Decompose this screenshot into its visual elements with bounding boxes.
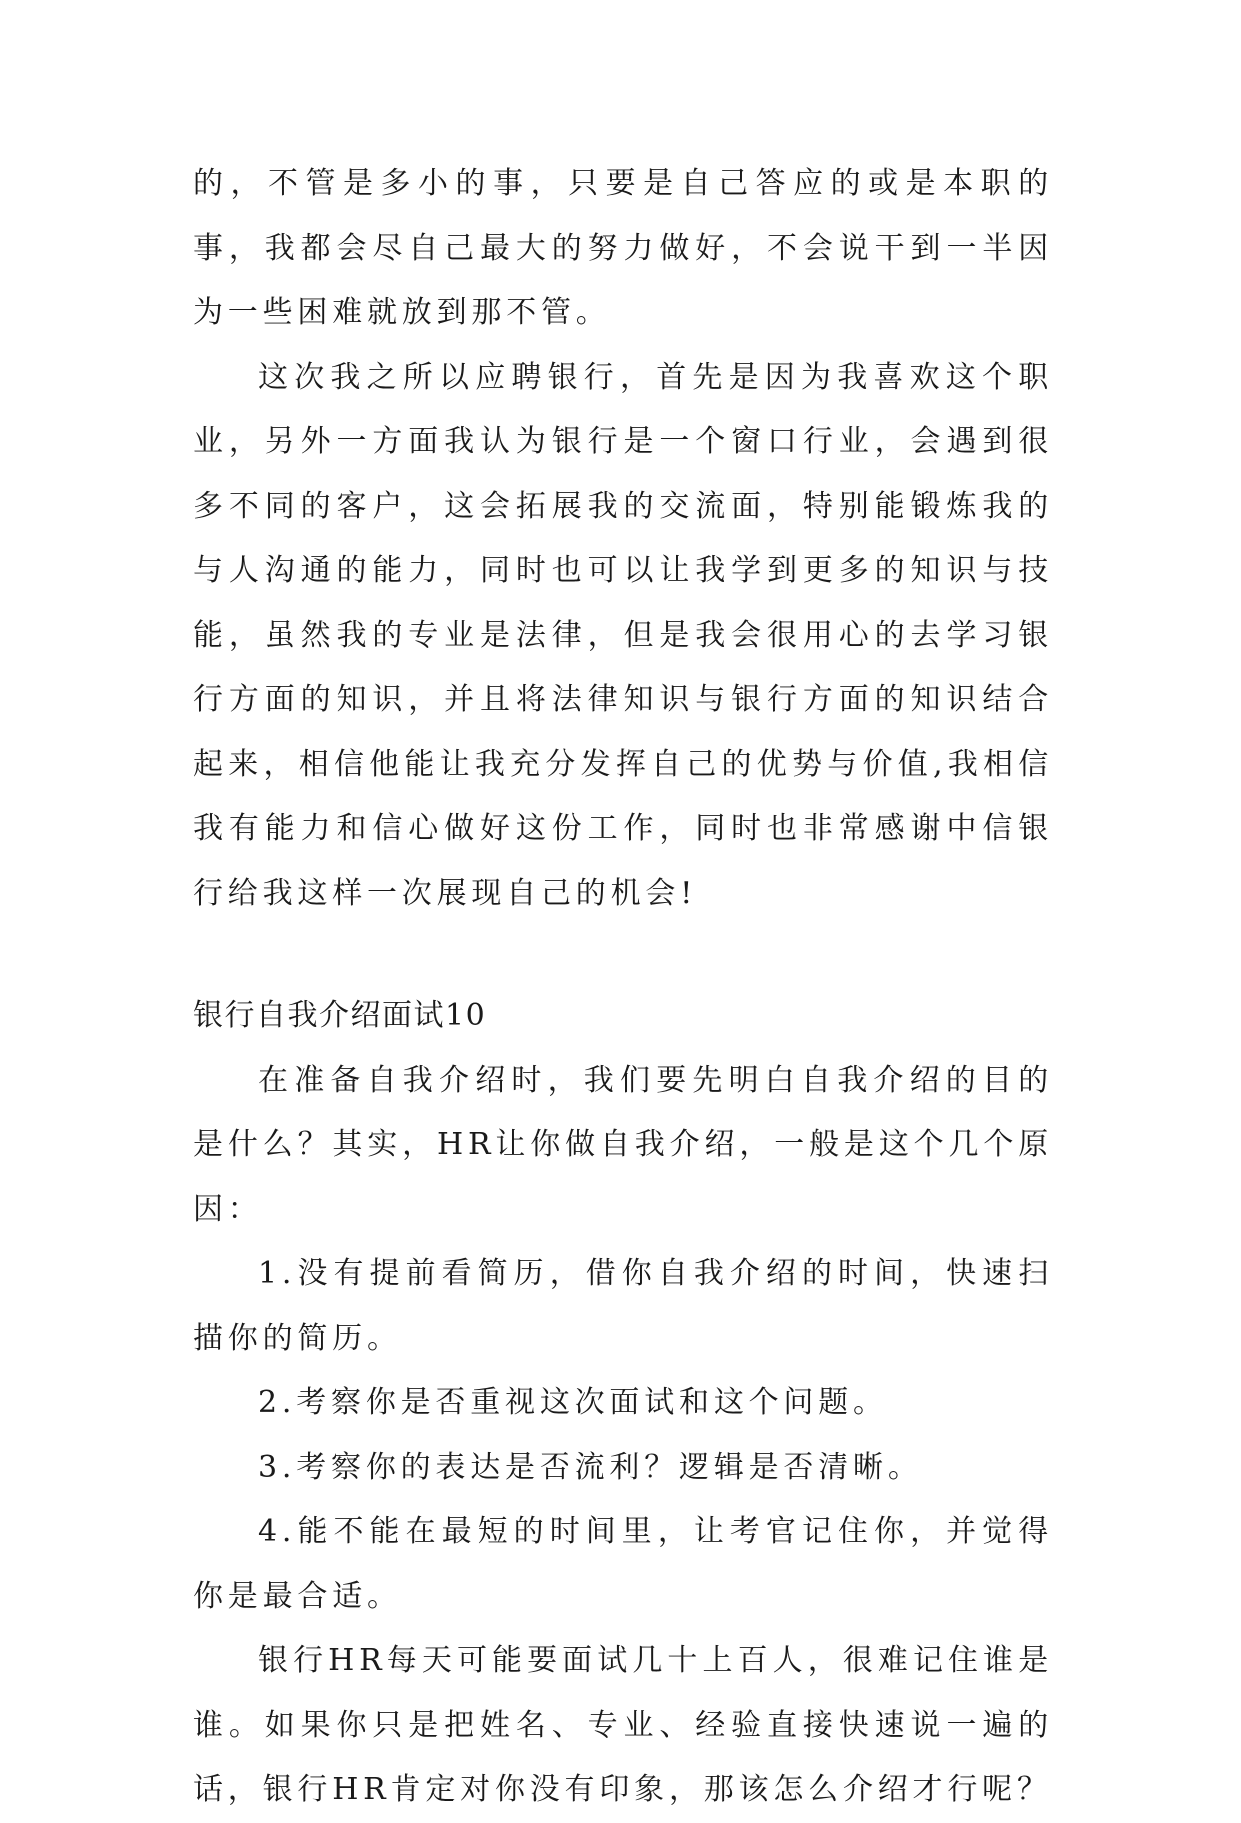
list-item-4: 4.能不能在最短的时间里，让考官记住你，并觉得你是最合适。 — [193, 1514, 1053, 1614]
paragraph-continuation: 的，不管是多小的事，只要是自己答应的或是本职的事，我都会尽自己最大的努力做好，不会说干到一半因为一些困难就放到那不管。 — [193, 166, 1053, 330]
list-item-3: 3.考察你的表达是否流利？逻辑是否清晰。 — [258, 1449, 923, 1485]
paragraph-application-reason: 这次我之所以应聘银行，首先是因为我喜欢这个职业，另外一方面我认为银行是一个窗口行业，会遇到很多不同的客户，这会拓展我的交流面，特别能锻炼我的与人沟通的能力，同时也可以让我学到更多的知识与技能，虽然我的专业是法律，但是我会很用心的去学习银行方面的知识，并且将法律知识与银行方面的知识结合起来，相信他能让我充分发挥自己的优势与价值,我相信我有能力和信心做好这份工作，同时也非常感谢中信银行给我这样一次展现自己的机会! — [193, 359, 1053, 911]
paragraph-hr-note: 银行HR每天可能要面试几十上百人，很难记住谁是谁。如果你只是把姓名、专业、经验直接快速说一遍的话，银行HR肯定对你没有印象，那该怎么介绍才行呢？ — [193, 1643, 1053, 1807]
paragraph-intro-purpose: 在准备自我介绍时，我们要先明白自我介绍的目的是什么？其实，HR让你做自我介绍，一般是这个几个原因： — [193, 1062, 1053, 1227]
section-title: 银行自我介绍面试10 — [193, 998, 487, 1033]
document-body — [193, 152, 1053, 1823]
list-item-1: 1.没有提前看简历，借你自我介绍的时间，快速扫描你的简历。 — [193, 1256, 1053, 1356]
list-item-2: 2.考察你是否重视这次面试和这个问题。 — [258, 1385, 888, 1420]
